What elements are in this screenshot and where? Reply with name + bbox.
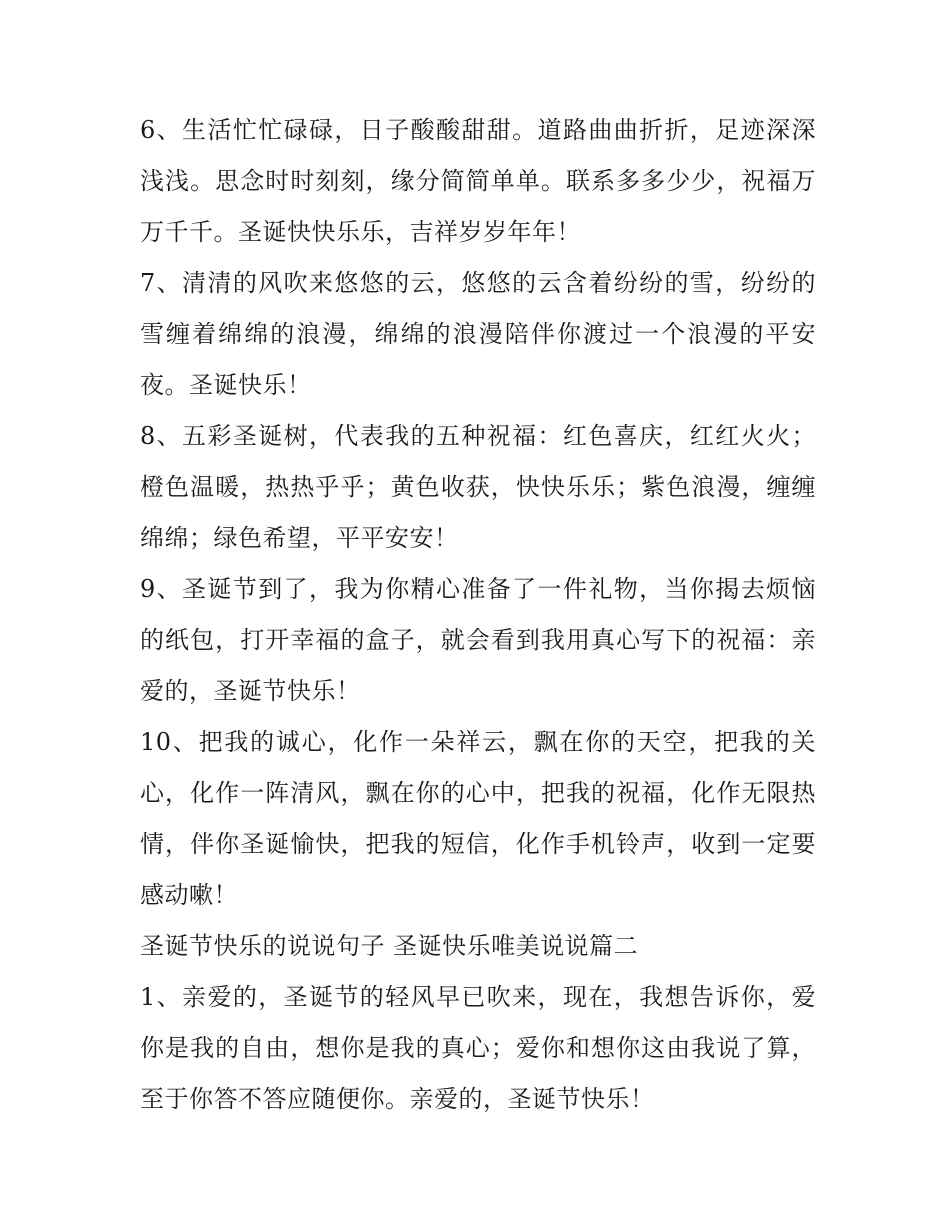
document-body (140, 105, 816, 1125)
section-heading: 圣诞节快乐的说说句子 圣诞快乐唯美说说篇二 (140, 932, 639, 960)
paragraph-8: 8、五彩圣诞树，代表我的五种祝福：红色喜庆，红红火火；橙色温暖，热热乎乎；黄色收获，快快乐乐；紫色浪漫，缠缠绵绵；绿色希望，平平安安！ (140, 422, 816, 552)
section-paragraph-1: 1、亲爱的，圣诞节的轻风早已吹来，现在，我想告诉你，爱你是我的自由，想你是我的真心；爱你和想你这由我说了算，至于你答不答应随便你。亲爱的，圣诞节快乐！ (140, 983, 816, 1113)
paragraph-10: 10、把我的诚心，化作一朵祥云，飘在你的天空，把我的关心，化作一阵清风，飘在你的心中，把我的祝福，化作无限热情，伴你圣诞愉快，把我的短信，化作手机铃声，收到一定要感动嗽！ (140, 728, 816, 909)
paragraph-6: 6、生活忙忙碌碌，日子酸酸甜甜。道路曲曲折折，足迹深深浅浅。思念时时刻刻，缘分简简单单。联系多多少少，祝福万万千千。圣诞快快乐乐，吉祥岁岁年年！ (140, 116, 816, 246)
paragraph-7: 7、清清的风吹来悠悠的云，悠悠的云含着纷纷的雪，纷纷的雪缠着绵绵的浪漫，绵绵的浪漫陪伴你渡过一个浪漫的平安夜。圣诞快乐！ (140, 269, 816, 399)
paragraph-9: 9、圣诞节到了，我为你精心准备了一件礼物，当你揭去烦恼的纸包，打开幸福的盒子，就会看到我用真心写下的祝福：亲爱的，圣诞节快乐！ (140, 575, 816, 705)
